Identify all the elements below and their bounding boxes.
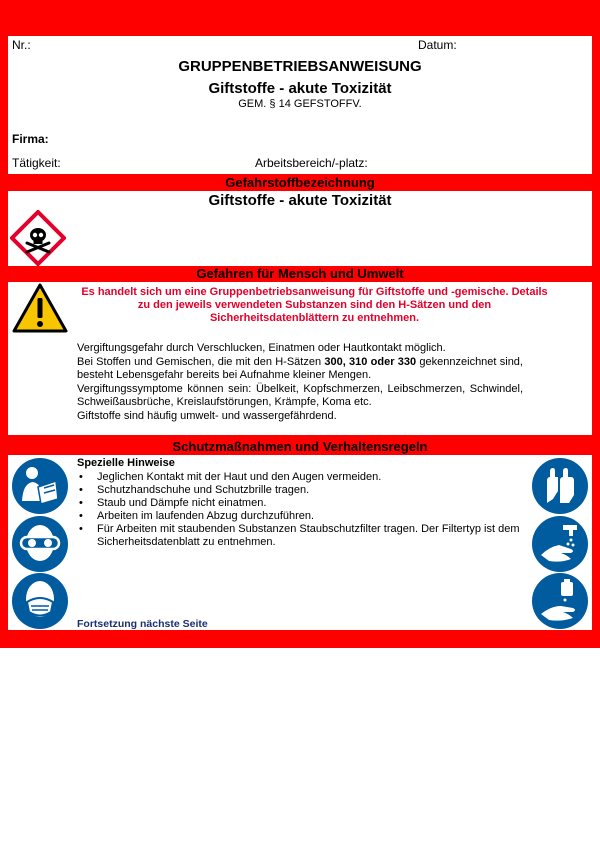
dust-mask-icon	[11, 572, 69, 630]
page-subtitle: Giftstoffe - akute Toxizität	[208, 80, 392, 97]
bullet-marker: •	[79, 523, 83, 535]
intro-notice: Es handelt sich um eine Gruppenbetriebsanweisung für Giftstoffe und -gemische. Details zu den jeweils verwendeten Substanzen sind den H-Sätzen und den Sicherheitsdatenblättern zu entnehmen.	[81, 286, 548, 324]
list-item: • Schutzhandschuhe und Schutzbrille tragen.	[79, 484, 310, 496]
list-item: • Jeglichen Kontakt mit der Haut und den Augen vermeiden.	[79, 471, 382, 483]
taetigkeit-label: Tätigkeit:	[12, 156, 61, 170]
continuation-note: Fortsetzung nächste Seite	[77, 618, 208, 630]
list-item: • Arbeiten im laufenden Abzug durchzuführen.	[79, 510, 315, 522]
warning-triangle-icon	[11, 282, 69, 334]
legal-reference: GEM. § 14 GEFSTOFFV.	[238, 98, 362, 110]
hazard-paragraph-4: Giftstoffe sind häufig umwelt- und wassergefährdend.	[77, 409, 337, 422]
bullet-marker: •	[79, 471, 83, 483]
protective-gloves-icon	[531, 457, 589, 515]
read-manual-icon	[11, 457, 69, 515]
hazard-text	[77, 342, 523, 423]
datum-label: Datum:	[418, 38, 457, 52]
firma-label: Firma:	[12, 132, 49, 146]
ghs-skull-crossbones-icon	[10, 210, 66, 266]
special-notes-heading: Spezielle Hinweise	[77, 457, 175, 469]
arbeitsbereich-label: Arbeitsbereich/-platz:	[255, 156, 368, 170]
h-statements: 300, 310 oder 330	[324, 355, 417, 368]
list-item: • Staub und Dämpfe nicht einatmen.	[79, 497, 267, 509]
safety-goggles-icon	[11, 515, 69, 573]
page-title: GRUPPENBETRIEBSANWEISUNG	[178, 58, 422, 75]
substance-name: Giftstoffe - akute Toxizität	[208, 192, 392, 209]
bullet-marker: •	[79, 510, 83, 522]
hand-washing-icon	[531, 515, 589, 573]
nr-label: Nr.:	[12, 38, 31, 52]
bullet-marker: •	[79, 497, 83, 509]
gefahrstoff-heading: Gefahrstoffbezeichnung	[225, 175, 375, 190]
special-notes-list	[77, 471, 523, 549]
hazard-paragraph-1: Vergiftungsgefahr durch Verschlucken, Einatmen oder Hautkontakt möglich.	[77, 342, 446, 354]
list-item: • Für Arbeiten mit staubenden Substanzen Staubschutzfilter tragen. Der Filtertyp ist dem Sicherheitsdatenblatt zu entnehmen.	[79, 523, 520, 548]
hand-cream-icon	[531, 572, 589, 630]
schutz-heading: Schutzmaßnahmen und Verhaltensregeln	[172, 439, 428, 454]
hazard-paragraph-3: Vergiftungssymptome können sein: Übelkeit, Kopfschmerzen, Leibschmerzen, Schwindel, Schweißausbrüche, Kreislaufstörungen, Krämpfe, Koma etc.	[77, 382, 523, 408]
gefahren-heading: Gefahren für Mensch und Umwelt	[196, 266, 404, 281]
hazard-paragraph-2: Bei Stoffen und Gemischen, die mit den H-Sätzen 300, 310 oder 330 gekennzeichnet sind, besteht Lebensgefahr bereits bei Aufnahme kleiner Mengen.	[77, 355, 523, 381]
bullet-marker: •	[79, 484, 83, 496]
